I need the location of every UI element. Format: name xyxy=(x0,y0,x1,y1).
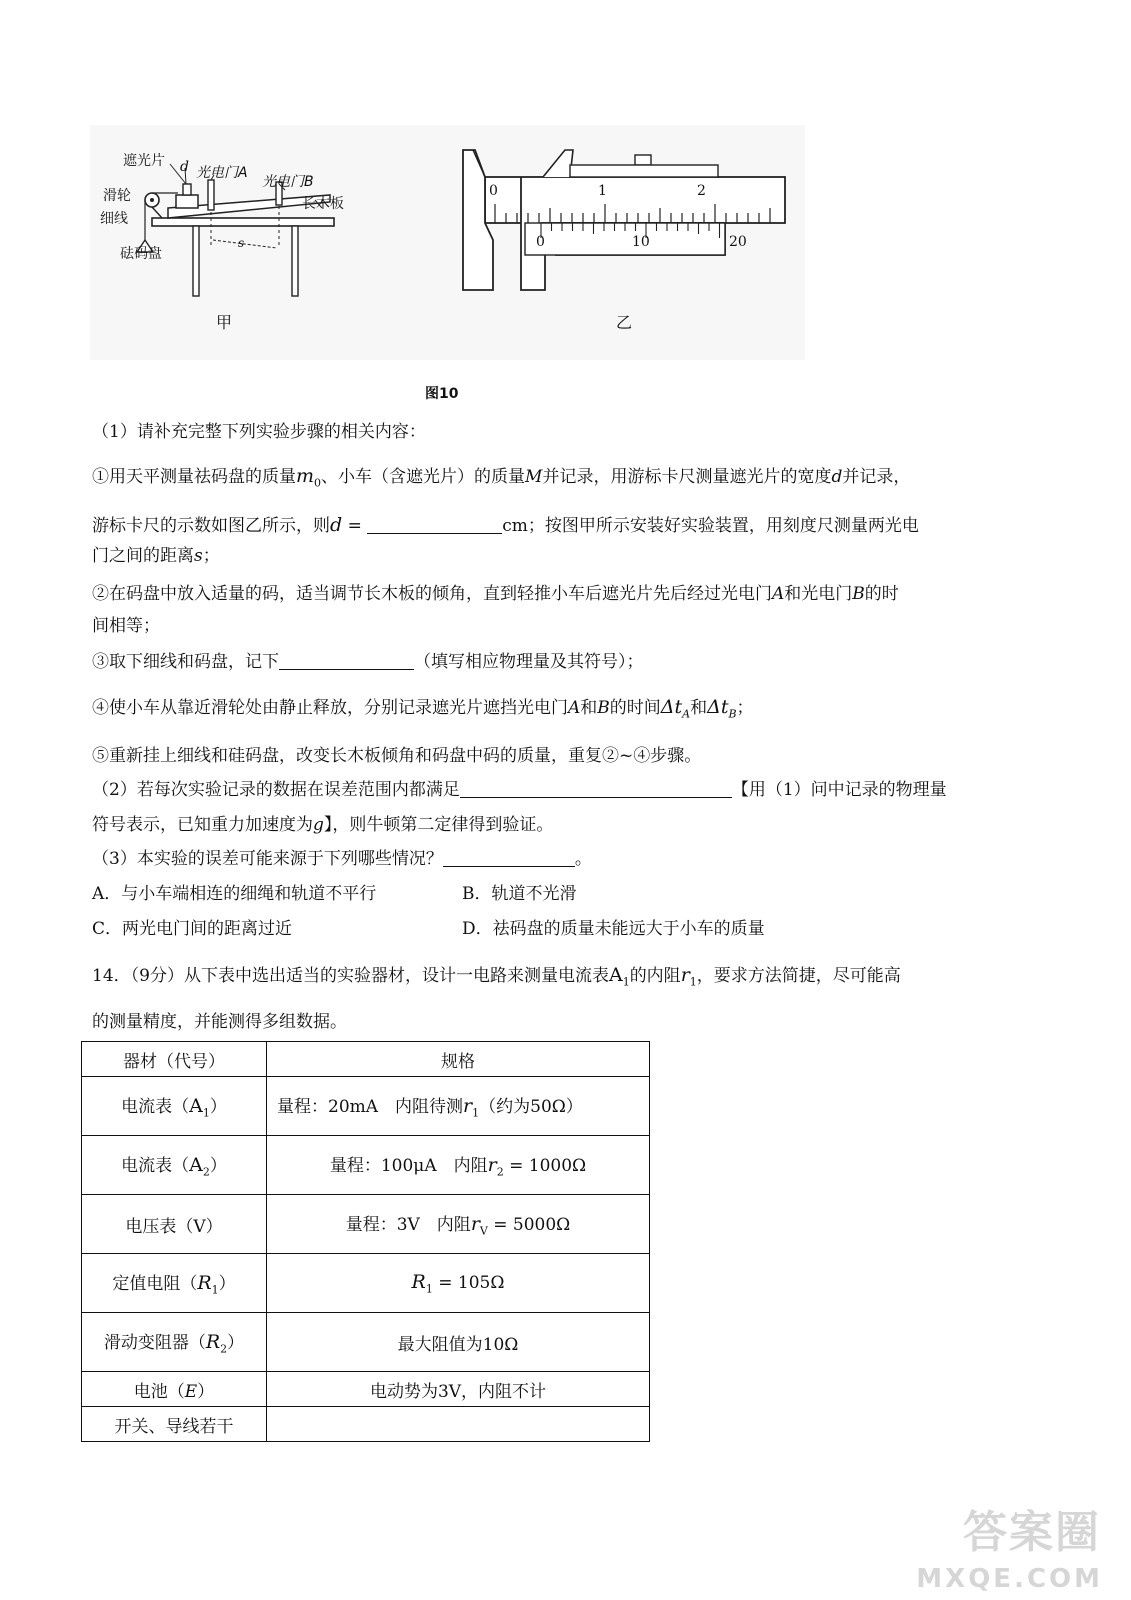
equipment-spec: 量程：100μA 内阻$r_2 = 1000\Omega$ xyxy=(267,1136,650,1195)
table-row xyxy=(82,1372,650,1407)
q14-line2: 的测量精度，并能测得多组数据。 xyxy=(92,1012,347,1032)
answer-blank-d[interactable] xyxy=(367,517,502,534)
main-scale-label-2: 2 xyxy=(697,183,706,199)
watermark-logo: 答案圈 xyxy=(963,1507,1101,1558)
vernier-label-20: 20 xyxy=(729,234,747,250)
option-c: C．两光电门间的距离过近 xyxy=(92,919,293,939)
option-d: D．祛码盘的质量未能远大于小车的质量 xyxy=(462,919,765,939)
answer-blank-step3[interactable] xyxy=(279,653,414,670)
q14-line1: 14．（9分）从下表中选出适当的实验器材，设计一电路来测量电流表$A_1$的内阻$r_1$，要求方法简捷，尽可能高 xyxy=(92,964,901,989)
q13-step1-line2: 游标卡尺的示数如图乙所示，则d = cm；按图甲所示安装好实验装置，用刻度尺测量两光电 xyxy=(92,514,919,536)
q13-step4: ④使小车从靠近滑轮处由静止释放，分别记录遮光片遮挡光电门A和B的时间$\Delta t_A$和$\Delta t_B$； xyxy=(92,696,754,721)
equipment-name: 电流表$(A_1)$ xyxy=(82,1077,267,1136)
header-equipment: 器材（代号） xyxy=(82,1042,267,1077)
q13-step5: ⑤重新挂上细线和硅码盘，改变长木板倾角和码盘中码的质量，重复②~④步骤。 xyxy=(92,746,702,766)
label-pulley: 滑轮 xyxy=(103,188,131,204)
equipment-name: 电池（E） xyxy=(82,1372,267,1407)
answer-blank-part2[interactable] xyxy=(460,781,732,798)
equipment-spec: 电动势为3V，内阻不计 xyxy=(267,1372,650,1407)
q13-part1-title: （1）请补充完整下列实验步骤的相关内容： xyxy=(92,422,426,442)
q13-part2-line2: 符号表示，已知重力加速度为g】，则牛顿第二定律得到验证。 xyxy=(92,815,554,835)
equipment-name: 滑动变阻器$(R_2)$ xyxy=(82,1313,267,1372)
label-gate-b: 光电门B xyxy=(262,174,314,190)
watermark-url: MXQE.COM xyxy=(916,1564,1103,1594)
caption-jia: 甲 xyxy=(216,313,233,332)
q13-step2-line1: ②在码盘中放入适量的码，适当调节长木板的倾角，直到轻推小车后遮光片先后经过光电门A和光电门B的时 xyxy=(92,584,899,604)
q13-step1-line3: 门之间的距离s； xyxy=(92,546,220,566)
equipment-spec: 量程：20mA 内阻待测$r_1$（约为50Ω） xyxy=(267,1077,650,1136)
table-row xyxy=(82,1136,650,1195)
q13-part3: （3）本实验的误差可能来源于下列哪些情况？ 。 xyxy=(92,849,592,869)
table-leg-right xyxy=(292,226,298,296)
equipment-table xyxy=(81,1041,650,1442)
equipment-spec: 最大阻值为10Ω xyxy=(267,1313,650,1372)
shading-plate xyxy=(183,184,191,195)
equipment-spec xyxy=(267,1407,650,1442)
equipment-spec: $R_1 = 105\Omega$ xyxy=(267,1254,650,1313)
figure-caption: 图10 xyxy=(425,386,459,402)
q13-step3: ③取下细线和码盘，记下 （填写相应物理量及其符号）； xyxy=(92,652,644,672)
label-d: d xyxy=(180,159,189,175)
table-top xyxy=(152,218,334,226)
equipment-name: 电流表$(A_2)$ xyxy=(82,1136,267,1195)
label-string: 细线 xyxy=(100,211,128,227)
q13-step2-line2: 间相等； xyxy=(92,616,160,636)
table-row xyxy=(82,1313,650,1372)
cart xyxy=(176,195,198,208)
main-scale-label-0: 0 xyxy=(489,183,498,199)
table-row xyxy=(82,1254,650,1313)
label-board: 长木板 xyxy=(302,196,344,212)
option-a: A．与小车端相连的细绳和轨道不平行 xyxy=(92,884,377,904)
q13-step1-line1: ①用天平测量祛码盘的质量$m_0$、小车（含遮光片）的质量M并记录，用游标卡尺测量遮光片的宽度d并记录， xyxy=(92,465,911,490)
table-row xyxy=(82,1195,650,1254)
table-row xyxy=(82,1407,650,1442)
option-b: B．轨道不光滑 xyxy=(462,884,577,904)
equipment-spec: 量程：3V 内阻$r_V = 5000\Omega$ xyxy=(267,1195,650,1254)
q13-part2-line1: （2）若每次实验记录的数据在误差范围内都满足 【用（1）问中记录的物理量 xyxy=(92,780,947,800)
vernier-label-0: 0 xyxy=(536,234,545,250)
label-weight-pan: 砝码盘 xyxy=(120,246,162,262)
vernier-label-10: 10 xyxy=(632,234,650,250)
equipment-name: 电压表（V） xyxy=(82,1195,267,1254)
label-zheguangpian: 遮光片 xyxy=(123,153,165,169)
equipment-name: 开关、导线若干 xyxy=(82,1407,267,1442)
main-scale-label-1: 1 xyxy=(598,183,607,199)
table-row xyxy=(82,1077,650,1136)
photogate-a xyxy=(208,180,214,210)
answer-blank-part3[interactable] xyxy=(443,850,575,867)
equipment-name: 定值电阻$(R_1)$ xyxy=(82,1254,267,1313)
caption-yi: 乙 xyxy=(616,313,633,332)
table-leg-left xyxy=(193,226,199,296)
label-s: s xyxy=(238,236,245,250)
vernier-caliper xyxy=(455,140,795,300)
table-header-row xyxy=(82,1042,650,1077)
header-spec: 规格 xyxy=(267,1042,650,1077)
label-gate-a: 光电门A xyxy=(196,165,248,181)
